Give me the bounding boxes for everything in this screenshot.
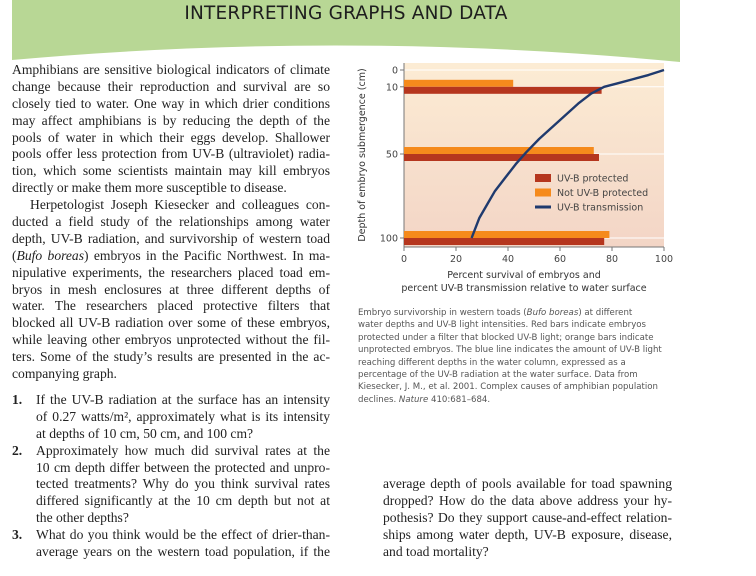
legend-label: Not UV-B protected xyxy=(557,188,649,199)
question-line: pothesis? Do they support cause-and-effect relation- xyxy=(383,509,672,525)
paragraph-line: while leaving other embryos unprotected without the fil- xyxy=(12,332,330,348)
paragraph-line: directly or make them more susceptible to disease. xyxy=(12,180,287,196)
paragraph-line: Amphibians are sensitive biological indicators of climate xyxy=(12,62,330,77)
paragraph-line: may affect amphibians is by reducing the depth of the xyxy=(12,112,330,128)
text: ( xyxy=(12,247,17,263)
bar-not-protected-10 xyxy=(404,80,513,87)
question-line: Approximately how much did survival rates at the xyxy=(36,442,330,458)
question-line: average years on the western toad population, if the xyxy=(36,544,330,560)
question-line: tected treatments? Why do you think survival rates xyxy=(36,476,330,492)
paragraph-line: blocked all UV-B radiation over some of these embryos, xyxy=(12,315,330,331)
question-line: ships among water depth, UV-B exposure, disease, xyxy=(383,526,672,542)
question-line: average depth of pools available for toad spawning xyxy=(383,476,672,491)
paragraph-line: bryos in mesh enclosures at three different depths of xyxy=(12,281,330,297)
x-axis-label: percent UV-B transmission relative to water surface xyxy=(401,283,647,294)
text: ) at different xyxy=(578,308,633,318)
y-tick-label: 0 xyxy=(391,65,398,77)
legend-swatch xyxy=(535,189,551,197)
caption-line: water depths and UV-B light intensities. Red bars indicate embryos xyxy=(358,320,647,331)
section-title: INTERPRETING GRAPHS AND DATA xyxy=(184,3,508,24)
question-line: differed significantly at the 10 cm depth but not at xyxy=(36,493,330,509)
bar-not-protected-50 xyxy=(404,147,594,154)
bar-not-protected-100 xyxy=(404,231,609,238)
paragraph-line: water. The researchers placed protective filters that xyxy=(12,298,330,314)
question-line: dropped? How do the data above address your hy- xyxy=(383,492,672,508)
paragraph-line: ters. Some of the study’s results are presented in the ac- xyxy=(12,349,330,365)
paragraph-line: Herpetologist Joseph Kiesecker and colleagues con- xyxy=(30,197,330,213)
paragraph-line: pools offer less protection from UV-B (ultraviolet) radia- xyxy=(12,146,330,162)
question-item xyxy=(12,527,330,561)
question-item xyxy=(12,443,330,527)
text: ) embryos in the Pacific Northwest. In ma- xyxy=(84,247,330,263)
x-tick-label: 20 xyxy=(449,254,463,265)
paragraph-line: tion, which some scientists maintain may kill embryos xyxy=(12,163,330,179)
x-tick-label: 60 xyxy=(553,254,567,265)
x-tick-label: 40 xyxy=(501,254,515,265)
bar-protected-100 xyxy=(404,238,604,245)
caption-line: protected under a filter that blocked UV-B light; orange bars indicate xyxy=(358,332,654,343)
question-item xyxy=(12,392,330,443)
text: 410:681–684. xyxy=(428,394,491,405)
species-name: Bufo boreas xyxy=(526,308,579,318)
survival-chart xyxy=(340,50,680,300)
y-tick-label: 100 xyxy=(379,233,398,245)
x-tick-label: 100 xyxy=(654,254,674,265)
questions-list xyxy=(12,392,330,561)
figure-caption xyxy=(358,307,678,406)
question-line: If the UV-B radiation at the surface has an intensity xyxy=(36,392,330,407)
caption-line: percentage of the UV-B radiation at the water surface. Data from xyxy=(358,370,638,381)
x-tick-label: 0 xyxy=(400,254,408,265)
question-number: 2. xyxy=(12,442,23,458)
species-name: Nature xyxy=(398,394,429,405)
bar-protected-10 xyxy=(404,87,602,94)
x-tick-label: 80 xyxy=(605,254,619,265)
question-line: the other depths? xyxy=(36,510,129,526)
species-name: Bufo boreas xyxy=(16,247,85,263)
y-tick-label: 50 xyxy=(385,149,398,161)
paragraph-line: ducted a field study of the relationships among water xyxy=(12,214,330,230)
legend-label: UV-B protected xyxy=(557,173,629,185)
question-line: at depths of 10 cm, 50 cm, and 100 cm? xyxy=(36,425,254,441)
question-number: 1. xyxy=(12,392,23,407)
question-line: What do you think would be the effect of drier-than- xyxy=(36,527,330,543)
question-line: 10 cm depth differ between the protected and unpro- xyxy=(36,459,330,475)
legend-label: UV-B transmission xyxy=(557,202,644,214)
paragraph-line: nipulative experiments, the researchers placed toad em- xyxy=(12,264,330,280)
paragraph-line: pools of water in which their eggs develop. Shallower xyxy=(12,129,330,145)
legend-swatch xyxy=(535,174,551,182)
caption-line xyxy=(358,394,678,406)
paragraph-line: depth, UV-B radiation, and survivorship of western toad xyxy=(12,230,330,246)
text: Embryo survivorship in western toads ( xyxy=(358,308,527,318)
paragraph-line: companying graph. xyxy=(12,366,117,382)
caption-line: Kiesecker, J. M., et al. 2001. Complex causes of amphibian population xyxy=(358,382,658,393)
caption-line xyxy=(358,307,678,319)
text: declines. xyxy=(358,394,399,405)
y-tick-label: 10 xyxy=(385,82,398,94)
question-line: of 0.27 watts/m², approximately what is its intensity xyxy=(36,408,330,424)
question-number: 3. xyxy=(12,527,23,543)
question-line: and toad mortality? xyxy=(383,543,489,559)
paragraph-line: closely tied to water. One way in which drier conditions xyxy=(12,95,330,111)
caption-line: reaching different depths in the water column, expressed as a xyxy=(358,357,626,368)
y-axis-label: Depth of embryo submergence (cm) xyxy=(357,68,368,242)
x-axis-label: Percent survival of embryos and xyxy=(447,270,601,281)
paragraph-line xyxy=(12,248,330,265)
caption-line: unprotected embryos. The blue line indicates the amount of UV-B light xyxy=(358,345,662,356)
bar-protected-50 xyxy=(404,154,599,161)
intro-column xyxy=(12,62,330,383)
paragraph-line: change because their reproduction and survival are so xyxy=(12,78,330,94)
question-3-continued xyxy=(383,476,672,560)
legend-swatch xyxy=(535,206,551,209)
